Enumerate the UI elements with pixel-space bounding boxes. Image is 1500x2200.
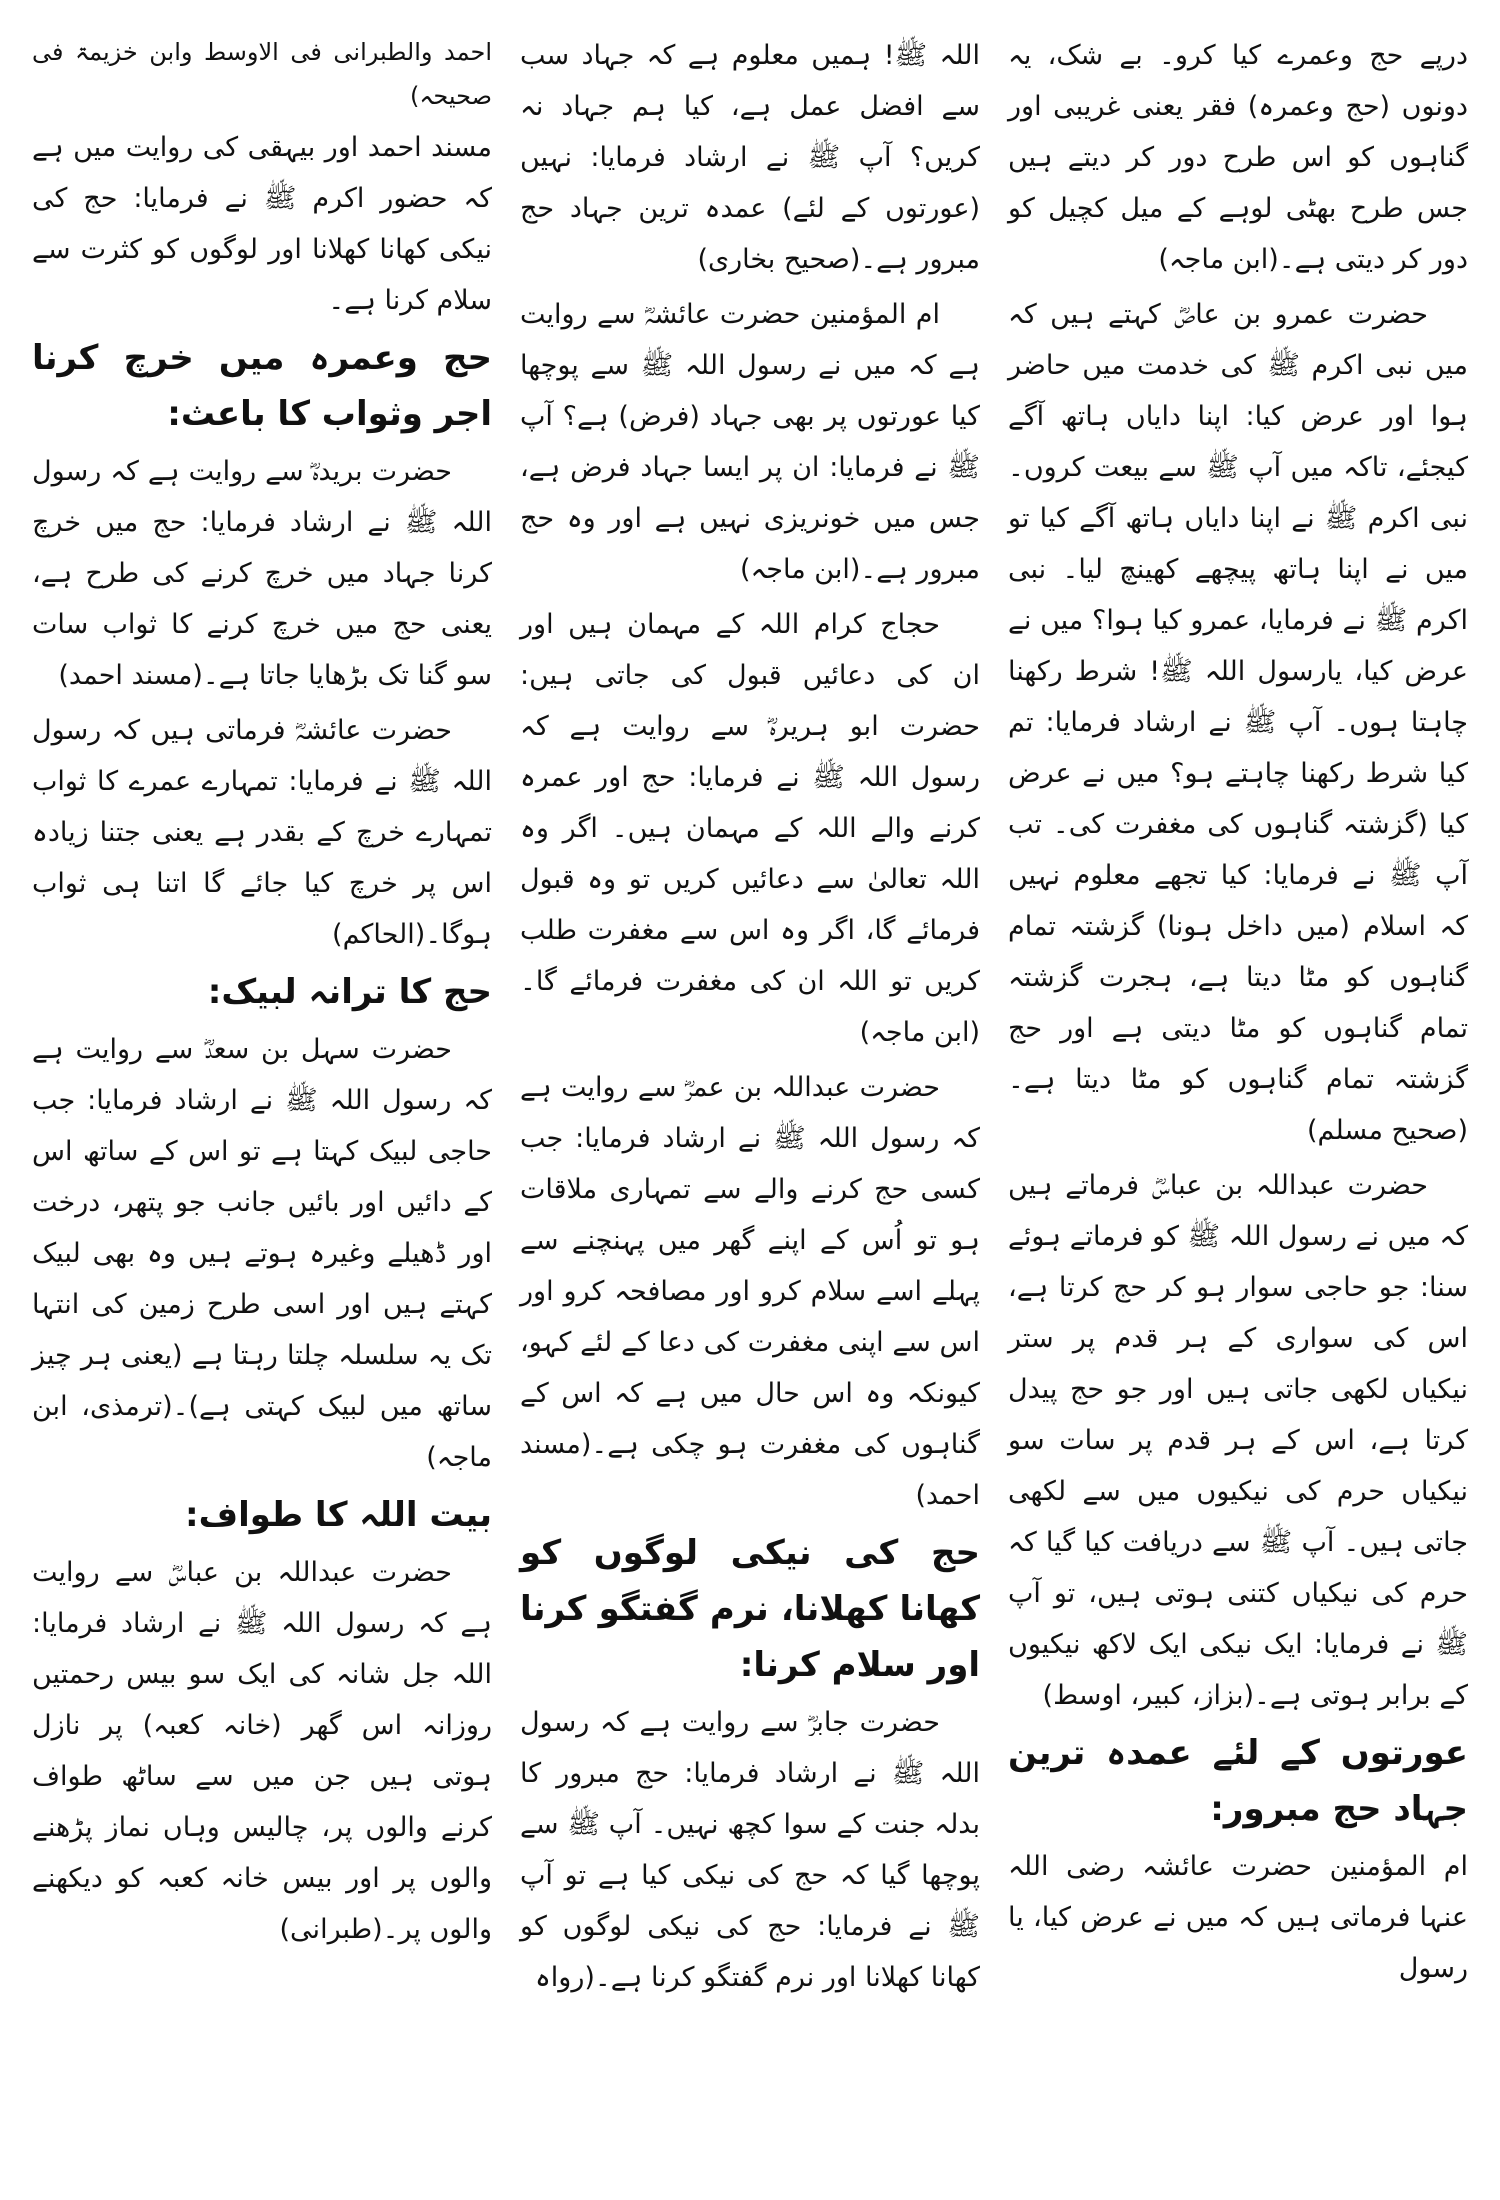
paragraph: حضرت جابرؓ سے روایت ہے کہ رسول اللہ ﷺ نے ارشاد فرمایا: حج مبرور کا بدلہ جنت کے سوا کچھ نہیں۔ آپ ﷺ سے پوچھا گیا کہ حج کی نیکی کیا ہے تو آپ ﷺ نے فرمایا: حج کی نیکی لوگوں کو کھانا کھلانا اور نرم گفتگو کرنا ہے۔(رواہ — [520, 1707, 980, 1993]
column-right — [994, 30, 1482, 2180]
paragraph: حضرت عمرو بن عاصؓ کہتے ہیں کہ میں نبی اکرم ﷺ کی خدمت میں حاضر ہوا اور عرض کیا: اپنا دایاں ہاتھ آگے کیجئے، تاکہ میں آپ ﷺ سے بیعت کروں۔ نبی اکرم ﷺ نے اپنا دایاں ہاتھ آگے کیا تو میں نے اپنا ہاتھ پیچھے کھینچ لیا۔ نبی اکرم ﷺ نے فرمایا، عمرو کیا ہوا؟ میں نے عرض کیا، یارسول اللہ ﷺ! شرط رکھنا چاہتا ہوں۔ آپ ﷺ نے ارشاد فرمایا: تم کیا شرط رکھنا چاہتے ہو؟ میں نے عرض کیا (گزشتہ گناہوں کی مغفرت کی۔ تب آپ ﷺ نے فرمایا: کیا تجھے معلوم نہیں کہ اسلام (میں داخل ہونا) گزشتہ تمام گناہوں کو مٹا دیتا ہے، ہجرت گزشتہ تمام گناہوں کو مٹا دیتی ہے اور حج گزشتہ تمام گناہوں کو مٹا دیتا ہے۔(صحیح مسلم) — [1008, 299, 1468, 1146]
paragraph: مسند احمد اور بیہقی کی روایت میں ہے کہ حضور اکرم ﷺ نے فرمایا: حج کی نیکی کھانا کھلانا اور لوگوں کو کثرت سے سلام کرنا ہے۔ — [32, 132, 492, 316]
paragraph: ام المؤمنین حضرت عائشہ رضی اللہ عنہا فرماتی ہیں کہ میں نے عرض کیا، یا رسول — [1008, 1851, 1468, 1984]
paragraph: حضرت عبداللہ بن عمرؓ سے روایت ہے کہ رسول اللہ ﷺ نے ارشاد فرمایا: جب کسی حج کرنے والے سے تمہاری ملاقات ہو تو اُس کے اپنے گھر میں پہنچنے سے پہلے اسے سلام کرو اور مصافحہ کرو اور اس سے اپنی مغفرت کی دعا کے لئے کہو، کیونکہ وہ اس حال میں ہے کہ اس کے گناہوں کی مغفرت ہو چکی ہے۔(مسند احمد) — [520, 1072, 980, 1511]
section-heading: حج کا ترانہ لبیک: — [207, 972, 492, 1012]
paragraph: حضرت عبداللہ بن عباسؓ سے روایت ہے کہ رسول اللہ ﷺ نے ارشاد فرمایا: اللہ جل شانہ کی ایک سو بیس رحمتیں روزانہ اس گھر (خانہ کعبہ) پر نازل ہوتی ہیں جن میں سے ساٹھ طواف کرنے والوں پر، چالیس وہاں نماز پڑھنے والوں پر اور بیس خانہ کعبہ کو دیکھنے والوں پر۔(طبرانی) — [32, 1557, 492, 1945]
section-heading: عورتوں کے لئے عمدہ ترین جہاد حج مبرور: — [1008, 1733, 1468, 1829]
section-heading: بیت اللہ کا طواف: — [185, 1495, 492, 1535]
section-heading: حج وعمرہ میں خرچ کرنا اجر وثواب کا باعث: — [32, 338, 492, 434]
paragraph: حضرت عبداللہ بن عباسؓ فرماتے ہیں کہ میں نے رسول اللہ ﷺ کو فرماتے ہوئے سنا: جو حاجی سوار ہو کر حج کرتا ہے، اس کی سواری کے ہر قدم پر ستر نیکیاں لکھی جاتی ہیں اور جو حج پیدل کرتا ہے، اس کے ہر قدم پر سات سو نیکیاں حرم کی نیکیوں میں سے لکھی جاتی ہیں۔ آپ ﷺ سے دریافت کیا گیا کہ حرم کی نیکیاں کتنی ہوتی ہیں، تو آپ ﷺ نے فرمایا: ایک نیکی ایک لاکھ نیکیوں کے برابر ہوتی ہے۔(بزاز، کبیر، اوسط) — [1008, 1170, 1468, 1711]
column-middle — [506, 30, 994, 2180]
paragraph: درپے حج وعمرے کیا کرو۔ بے شک، یہ دونوں (حج وعمرہ) فقر یعنی غریبی اور گناہوں کو اس طرح دور کر دیتے ہیں جس طرح بھٹی لوہے کے میل کچیل کو دور کر دیتی ہے۔(ابن ماجہ) — [1008, 40, 1468, 275]
paragraph: ام المؤمنین حضرت عائشہؓ سے روایت ہے کہ میں نے رسول اللہ ﷺ سے پوچھا کیا عورتوں پر بھی جہاد (فرض) ہے؟ آپ ﷺ نے فرمایا: ان پر ایسا جہاد فرض ہے، جس میں خونریزی نہیں ہے اور وہ حج مبرور ہے۔(ابن ماجہ) — [520, 299, 980, 585]
paragraph: حضرت سہل بن سعدؓ سے روایت ہے کہ رسول اللہ ﷺ نے ارشاد فرمایا: جب حاجی لبیک کہتا ہے تو اس کے ساتھ اس کے دائیں اور بائیں جانب جو پتھر، درخت اور ڈھیلے وغیرہ ہوتے ہیں وہ بھی لبیک کہتے ہیں اور اسی طرح زمین کی انتہا تک یہ سلسلہ چلتا رہتا ہے (یعنی ہر چیز ساتھ میں لبیک کہتی ہے)۔(ترمذی، ابن ماجہ) — [32, 1034, 492, 1473]
column-left — [18, 30, 506, 2180]
article-page — [18, 30, 1482, 2180]
paragraph: حجاج کرام اللہ کے مہمان ہیں اور ان کی دعائیں قبول کی جاتی ہیں: حضرت ابو ہریرہؓ سے روایت ہے کہ رسول اللہ ﷺ نے فرمایا: حج اور عمرہ کرنے والے اللہ کے مہمان ہیں۔ اگر وہ اللہ تعالیٰ سے دعائیں کریں تو وہ قبول فرمائے گا، اگر وہ اس سے مغفرت طلب کریں تو اللہ ان کی مغفرت فرمائے گا۔(ابن ماجہ) — [520, 609, 980, 1048]
paragraph: حضرت بریدہؓ سے روایت ہے کہ رسول اللہ ﷺ نے ارشاد فرمایا: حج میں خرچ کرنا جہاد میں خرچ کرنے کی طرح ہے، یعنی حج میں خرچ کرنے کا ثواب سات سو گنا تک بڑھایا جاتا ہے۔(مسند احمد) — [32, 456, 492, 691]
reference-line: احمد والطبرانی فی الاوسط وابن خزیمۃ فی صحیحہ) — [32, 38, 492, 110]
paragraph: حضرت عائشہؓ فرماتی ہیں کہ رسول اللہ ﷺ نے فرمایا: تمہارے عمرے کا ثواب تمہارے خرچ کے بقدر ہے یعنی جتنا زیادہ اس پر خرچ کیا جائے گا اتنا ہی ثواب ہوگا۔(الحاکم) — [32, 715, 492, 950]
paragraph: اللہ ﷺ! ہمیں معلوم ہے کہ جہاد سب سے افضل عمل ہے، کیا ہم جہاد نہ کریں؟ آپ ﷺ نے ارشاد فرمایا: نہیں (عورتوں کے لئے) عمدہ ترین جہاد حج مبرور ہے۔(صحیح بخاری) — [520, 40, 980, 275]
section-heading: حج کی نیکی لوگوں کو کھانا کھلانا، نرم گفتگو کرنا اور سلام کرنا: — [520, 1533, 980, 1685]
